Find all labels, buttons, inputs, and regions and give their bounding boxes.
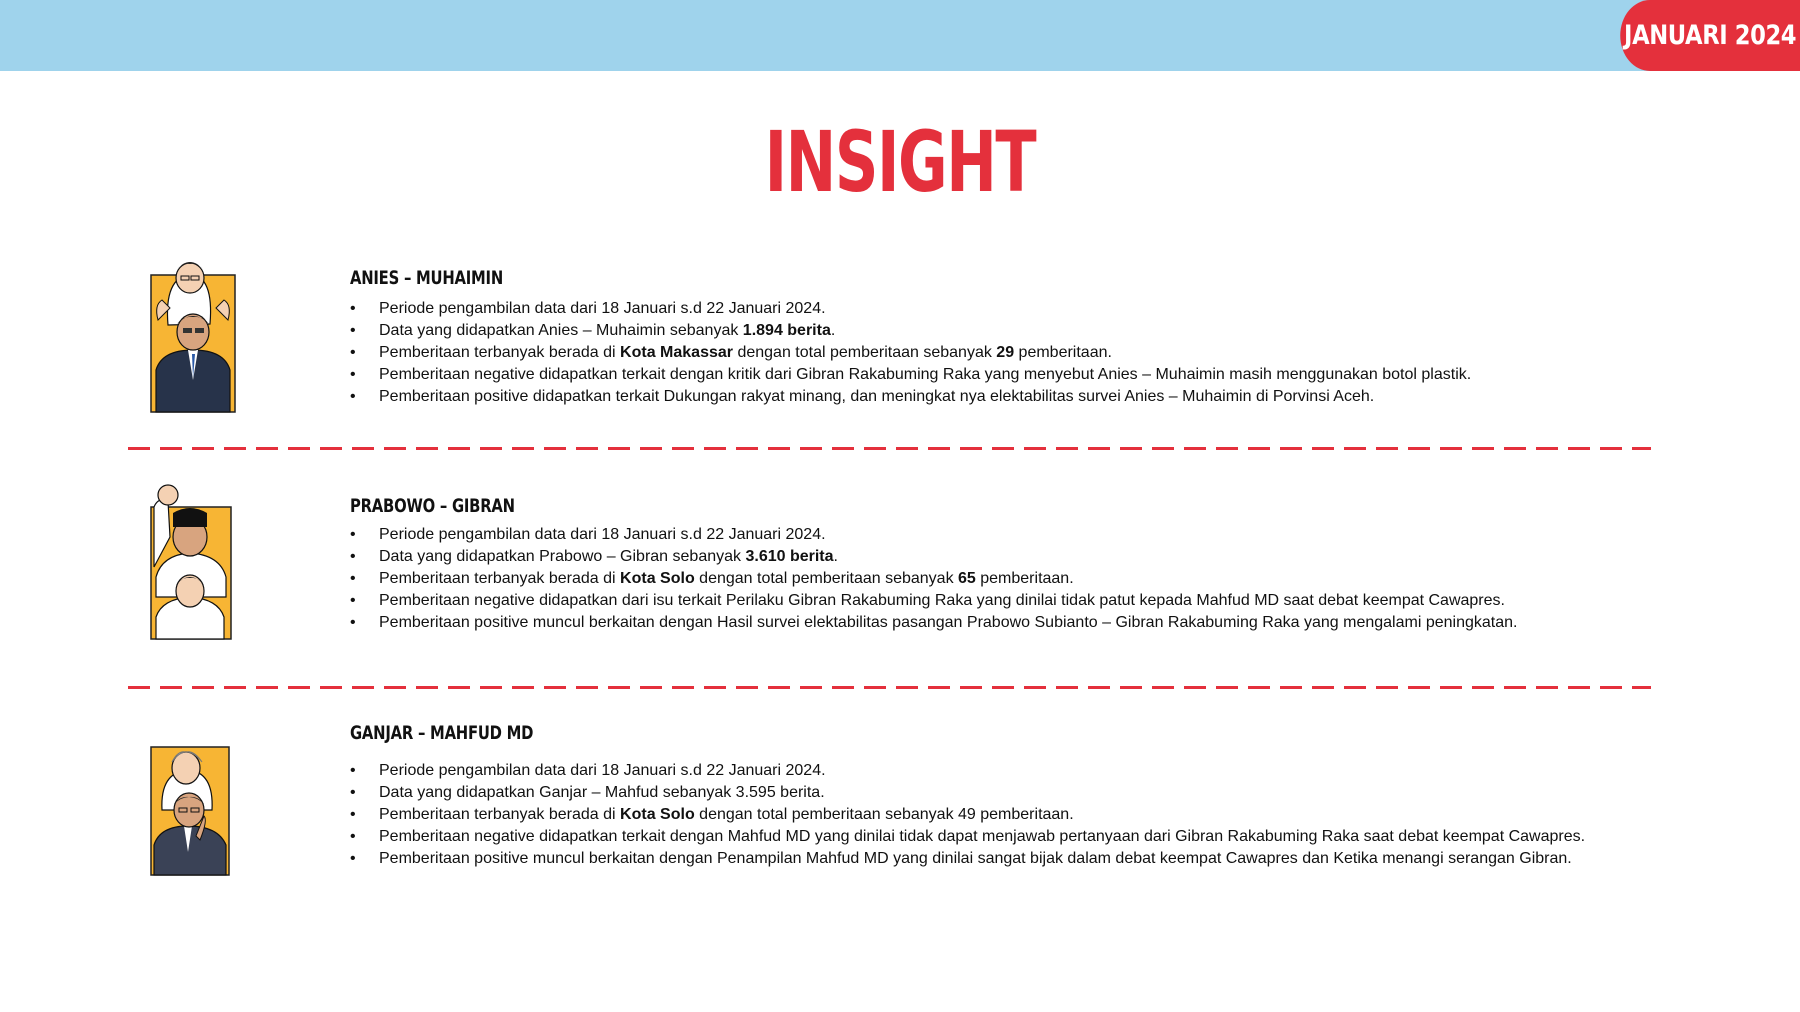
bullet-list-anies-muhaimin [350, 298, 1471, 408]
bullet-item [350, 298, 1471, 320]
bullet-item [350, 524, 1517, 546]
bullet-highlight: 3.610 berita [745, 548, 834, 565]
top-bar [0, 0, 1800, 71]
bullet-text: Pemberitaan positive muncul berkaitan dengan Penampilan Mahfud MD yang dinilai sangat bijak dalam debat keempat Cawapres dan Ketika menangi serangan Gibran. [379, 850, 1572, 867]
bullet-item [350, 568, 1517, 590]
bullet-list-ganjar-mahfud [350, 760, 1585, 870]
bullet-highlight: 29 [996, 344, 1015, 361]
bullet-text: Periode pengambilan data dari 18 Januari s.d 22 Januari 2024. [379, 300, 826, 317]
bullet-item [350, 760, 1585, 782]
page-title [0, 112, 1800, 212]
bullet-text: . [830, 322, 836, 339]
bullet-text: Data yang didapatkan Anies – Muhaimin sebanyak [379, 322, 743, 339]
bullet-item [350, 782, 1585, 804]
bullet-text: Pemberitaan terbanyak berada di [379, 344, 621, 361]
section-heading-ganjar-mahfud: GANJAR – MAHFUD MD [350, 722, 534, 744]
bullet-item [350, 826, 1585, 848]
bullet-list-prabowo-gibran [350, 524, 1517, 634]
bullet-text: Pemberitaan terbanyak berada di [379, 570, 621, 587]
page-title-text: INSIGHT [764, 113, 1036, 211]
bullet-text: dengan total pemberitaan sebanyak 49 pemberitaan. [694, 806, 1074, 823]
bullet-text: Pemberitaan negative didapatkan dari isu terkait Perilaku Gibran Rakabuming Raka yang dinilai tidak patut kepada Mahfud MD saat debat keempat Cawapres. [379, 592, 1505, 609]
prabowo-gibran-portrait-icon [148, 477, 233, 642]
bullet-highlight: Kota Solo [620, 570, 695, 587]
section-heading-anies-muhaimin: ANIES – MUHAIMIN [350, 267, 504, 289]
date-badge-label: JANUARI 2024 [1624, 20, 1797, 51]
bullet-item [350, 386, 1471, 408]
bullet-highlight: 65 [958, 570, 976, 587]
bullet-item [350, 612, 1517, 634]
bullet-text: . [833, 548, 838, 565]
bullet-text: dengan total pemberitaan sebanyak [694, 570, 959, 587]
section-divider [128, 686, 1651, 689]
bullet-text: Pemberitaan terbanyak berada di [379, 806, 621, 823]
bullet-item [350, 848, 1585, 870]
bullet-highlight: 1.894 berita [742, 322, 831, 339]
bullet-highlight: Kota Makassar [620, 344, 733, 361]
bullet-item [350, 804, 1585, 826]
bullet-text: Pemberitaan negative didapatkan terkait dengan kritik dari Gibran Rakabuming Raka yang menyebut Anies – Muhaimin masih menggunakan botol plastik. [379, 366, 1472, 383]
bullet-item [350, 342, 1471, 364]
bullet-item [350, 320, 1471, 342]
bullet-text: Pemberitaan positive muncul berkaitan dengan Hasil survei elektabilitas pasangan Prabowo Subianto – Gibran Rakabuming Raka yang mengalami peningkatan. [379, 614, 1518, 631]
bullet-text: pemberitaan. [975, 570, 1074, 587]
bullet-item [350, 546, 1517, 568]
section-heading-prabowo-gibran: PRABOWO – GIBRAN [350, 495, 515, 517]
bullet-text: Data yang didapatkan Prabowo – Gibran sebanyak [379, 548, 746, 565]
bullet-text: Periode pengambilan data dari 18 Januari s.d 22 Januari 2024. [379, 762, 826, 779]
bullet-text: Pemberitaan negative didapatkan terkait dengan Mahfud MD yang dinilai tidak dapat menjawab pertanyaan dari Gibran Rakabuming Raka saat debat keempat Cawapres. [379, 828, 1586, 845]
bullet-item [350, 364, 1471, 386]
bullet-highlight: Kota Solo [620, 806, 695, 823]
anies-muhaimin-portrait-icon [148, 250, 238, 415]
bullet-text: pemberitaan. [1014, 344, 1112, 361]
section-divider [128, 447, 1651, 450]
bullet-text: Periode pengambilan data dari 18 Januari s.d 22 Januari 2024. [379, 526, 826, 543]
date-badge [1620, 0, 1800, 71]
bullet-text: Data yang didapatkan Ganjar – Mahfud sebanyak 3.595 berita. [379, 784, 825, 801]
bullet-text: Pemberitaan positive didapatkan terkait Dukungan rakyat minang, dan meningkat nya elektabilitas survei Anies – Muhaimin di Porvinsi Aceh. [379, 388, 1375, 405]
bullet-text: dengan total pemberitaan sebanyak [733, 344, 997, 361]
bullet-item [350, 590, 1517, 612]
ganjar-mahfud-portrait-icon [148, 740, 233, 878]
